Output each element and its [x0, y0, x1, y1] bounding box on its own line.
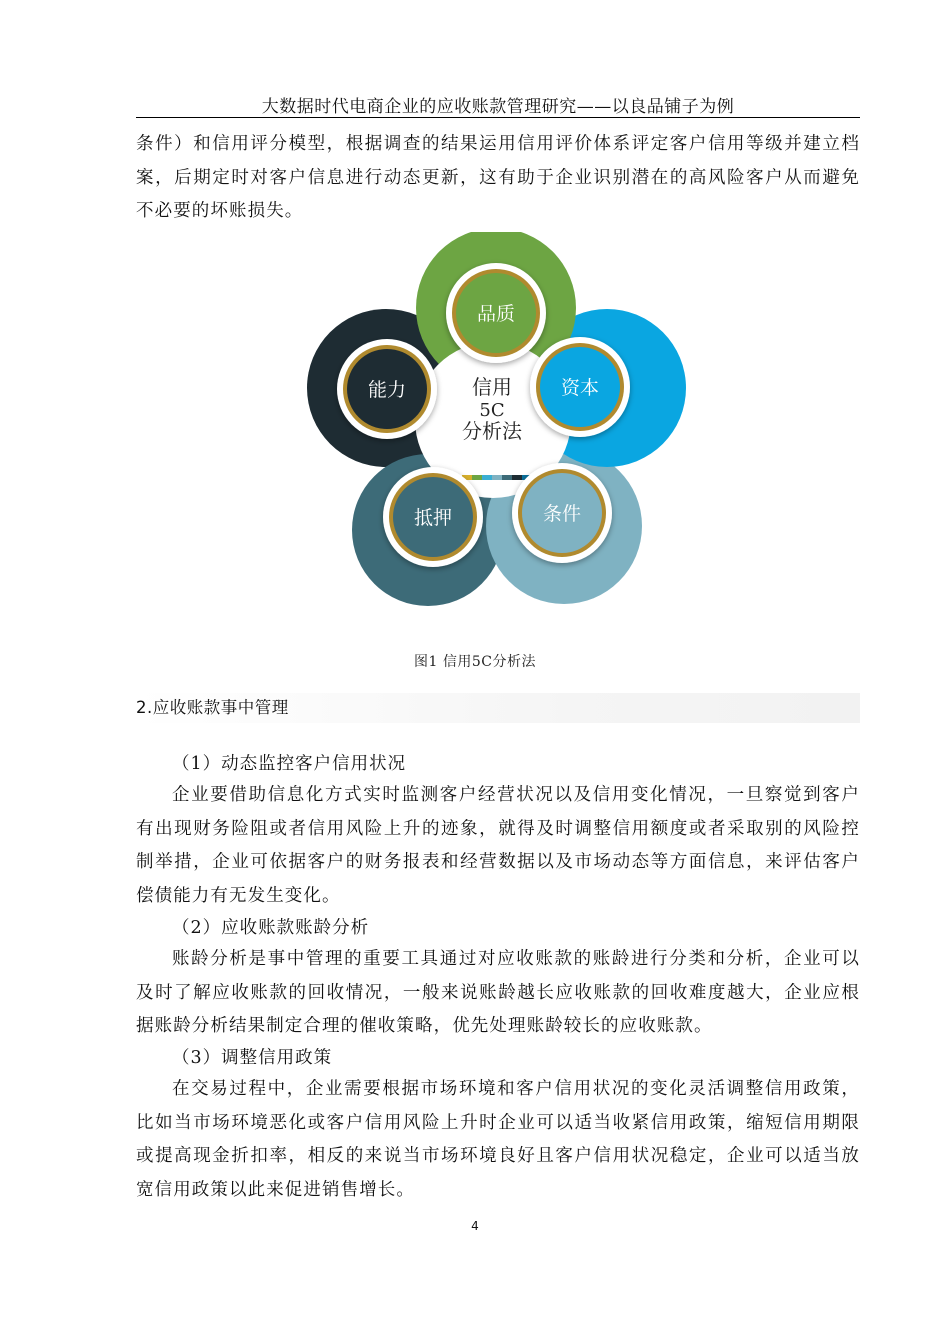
credit-5c-diagram — [300, 232, 700, 612]
capital-label: 资本 — [560, 377, 600, 399]
subheading-1: （1）动态监控客户信用状况 — [172, 754, 407, 774]
subheading-3: （3）调整信用政策 — [172, 1048, 333, 1068]
paragraph-3: 在交易过程中，企业需要根据市场环境和客户信用状况的变化灵活调整信用政策，比如当市场环境恶化或客户信用风险上升时企业可以适当收紧信用政策，缩短信用期限或提高现金折扣率，相反的来说当市场环境良好且客户信用状况稳定，企业可以适当放宽信用政策以此来促进销售增长。 — [136, 1079, 860, 1200]
collateral-node — [383, 467, 483, 567]
capacity-label: 能力 — [367, 379, 407, 401]
capacity-node — [337, 339, 437, 439]
condition-label: 条件 — [542, 503, 582, 525]
condition-node — [512, 463, 612, 563]
collateral-label: 抵押 — [413, 507, 453, 529]
capital-node — [530, 337, 630, 437]
intro-paragraph: 条件）和信用评分模型，根据调查的结果运用信用评价体系评定客户信用等级并建立档案，后期定时对客户信息进行动态更新，这有助于企业识别潜在的高风险客户从而避免不必要的坏账损失。 — [136, 134, 860, 221]
section-heading: 2.应收账款事中管理 — [136, 693, 860, 723]
center-line2: 5C — [479, 400, 505, 421]
header-rule — [136, 117, 860, 118]
subheading-2: （2）应收账款账龄分析 — [172, 918, 370, 938]
quality-node — [446, 263, 546, 363]
figure-caption: 图1 信用5C分析法 — [414, 654, 536, 670]
page-number: 4 — [471, 1219, 479, 1233]
quality-label: 品质 — [476, 303, 516, 325]
running-header: 大数据时代电商企业的应收账款管理研究——以良品铺子为例 — [261, 97, 735, 117]
center-line3: 分析法 — [462, 419, 522, 443]
center-line1: 信用 — [472, 375, 512, 399]
color-strip — [462, 475, 530, 480]
paragraph-2: 账龄分析是事中管理的重要工具通过对应收账款的账龄进行分类和分析，企业可以及时了解应收账款的回收情况，一般来说账龄越长应收账款的回收难度越大，企业应根据账龄分析结果制定合理的催收策略，优先处理账龄较长的应收账款。 — [136, 949, 860, 1036]
paragraph-1: 企业要借助信息化方式实时监测客户经营状况以及信用变化情况，一旦察觉到客户有出现财务险阻或者信用风险上升的迹象，就得及时调整信用额度或者采取别的风险控制举措，企业可依据客户的财务报表和经营数据以及市场动态等方面信息，来评估客户偿债能力有无发生变化。 — [136, 785, 860, 906]
